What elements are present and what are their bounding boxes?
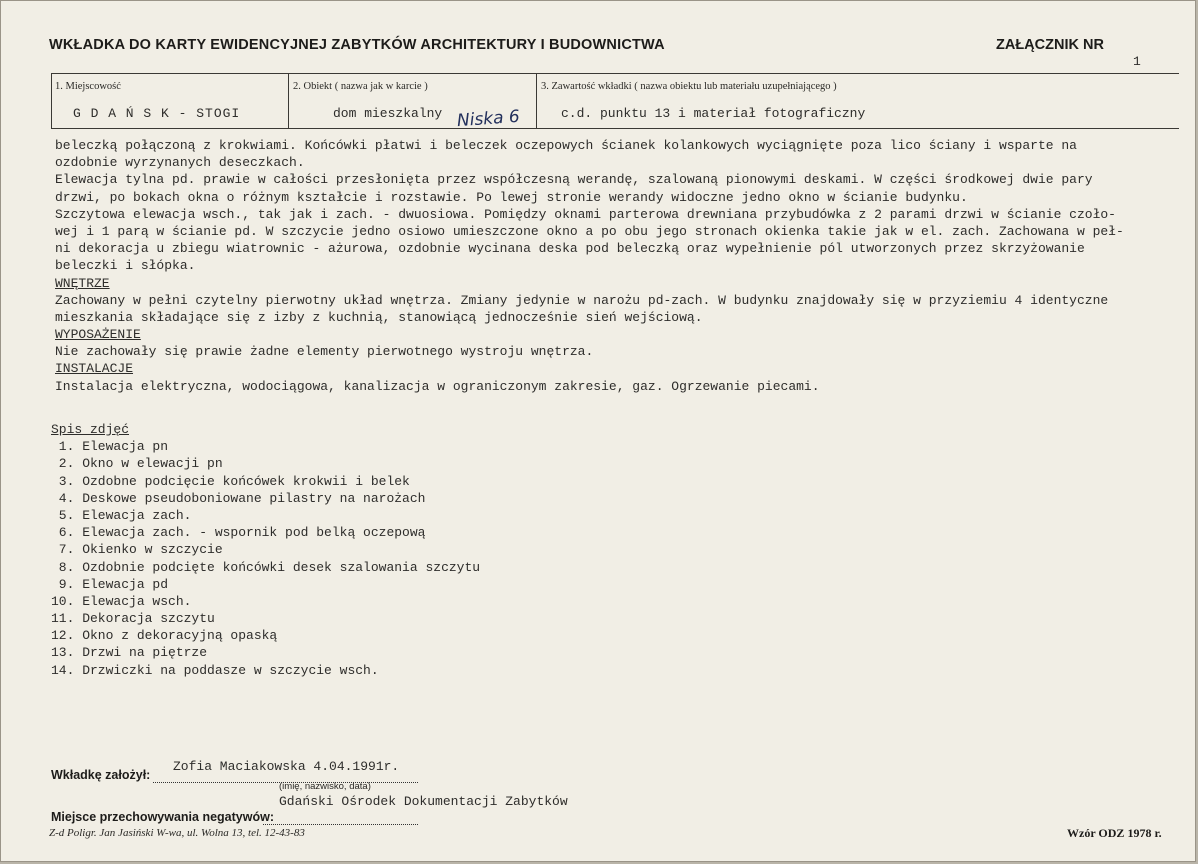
photo-list-item: 9. Elewacja pd xyxy=(51,576,169,592)
storage-value: Gdański Ośrodek Dokumentacji Zabytków xyxy=(279,794,568,809)
section-heading-furnishings: WYPOSAŻENIE xyxy=(55,327,141,343)
author-hint: (imię, nazwisko, data) xyxy=(279,781,371,792)
description-body xyxy=(55,137,1185,395)
field-box-top-rule xyxy=(51,73,1179,74)
photo-list-item: 8. Ozdobnie podcięte końcówki desek szalowania szczytu xyxy=(51,559,481,575)
field-divider-2 xyxy=(536,73,537,129)
storage-label: Miejsce przechowywania negatywów: xyxy=(51,810,274,824)
photo-list-item: 6. Elewacja zach. - wspornik pod belką oczepową xyxy=(51,525,426,541)
attachment-number: 1 xyxy=(1133,54,1141,69)
object-handwritten-note: Niska 6 xyxy=(456,106,521,132)
body-line: Nie zachowały się prawie żadne elementy pierwotnego wystroju wnętrza. xyxy=(55,344,594,360)
body-line: ni dekoracja u zbiegu wiatrownic - ażurowa, ozdobnie wycinana deska pod beleczką oraz wypełnienie pól utworzonych przez skrzyżowanie xyxy=(55,241,1085,257)
body-line: Elewacja tylna pd. prawie w całości przesłonięta przez współczesną werandę, szalowaną pionowymi deskami. W części środkowej dwie pary xyxy=(55,172,1093,188)
place-label: 1. Miejscowość xyxy=(55,81,121,92)
photo-list-item: 5. Elewacja zach. xyxy=(51,507,192,523)
content-value: c.d. punktu 13 i materiał fotograficzny xyxy=(561,106,866,121)
photo-list-item: 3. Ozdobne podcięcie końcówek krokwii i belek xyxy=(51,473,410,489)
author-value: Zofia Maciakowska 4.04.1991r. xyxy=(173,759,400,774)
body-line: Zachowany w pełni czytelny pierwotny układ wnętrza. Zmiany jedynie w narożu pd-zach. W budynku znajdowały się w przyziemiu 4 identyczne xyxy=(55,292,1109,308)
field-divider-1 xyxy=(288,73,289,129)
photo-list xyxy=(51,421,480,679)
photo-list-item: 13. Drzwi na piętrze xyxy=(51,645,208,661)
storage-dotted-line xyxy=(263,824,418,825)
photo-list-heading: Spis zdjęć xyxy=(51,422,130,437)
body-line: Szczytowa elewacja wsch., tak jak i zach. - dwuosiowa. Pomiędzy oknami parterowa drewniana przybudówka z 2 parami drzwi w ścianie czoło- xyxy=(55,206,1116,222)
photo-list-item: 1. Elewacja pn xyxy=(51,439,169,455)
photo-list-item: 10. Elewacja wsch. xyxy=(51,593,192,609)
section-heading-interior: WNĘTRZE xyxy=(55,275,110,291)
object-value: dom mieszkalny xyxy=(333,106,443,121)
photo-list-item: 12. Okno z dekoracyjną opaską xyxy=(51,628,278,644)
photo-list-item: 11. Dekoracja szczytu xyxy=(51,611,215,627)
body-line: ozdobnie wyrzynanych deseczkach. xyxy=(55,155,305,171)
field-box-left-rule xyxy=(51,73,52,129)
place-value: G D A Ń S K - STOGI xyxy=(73,106,241,121)
section-heading-installations: INSTALACJE xyxy=(55,361,134,377)
author-label: Wkładkę założył: xyxy=(51,768,151,782)
body-line: wej i 1 parą w ścianie pd. W szczycie jedno osiowo umieszczone okno a po obu jego stronach okienka takie jak w el. zach. Zachowana w peł- xyxy=(55,223,1124,239)
photo-list-item: 7. Okienko w szczycie xyxy=(51,542,223,558)
body-line: mieszkania składające się z izby z kuchnią, stanowiącą jednocześnie sień wejściową. xyxy=(55,309,703,325)
body-line: beleczki i słópka. xyxy=(55,258,196,274)
field-box-bottom-rule xyxy=(51,128,1179,129)
body-line: beleczką połączoną z krokwiami. Końcówki płatwi i beleczek oczepowych ścianek kolankowych wyciągnięte poza lico ściany i wsparte na xyxy=(55,138,1077,153)
printer-imprint: Z-d Poligr. Jan Jasiński W-wa, ul. Wolna 13, tel. 12-43-83 xyxy=(49,827,305,839)
photo-list-item: 4. Deskowe pseudoboniowane pilastry na narożach xyxy=(51,490,426,506)
object-label: 2. Obiekt ( nazwa jak w karcie ) xyxy=(293,81,428,92)
body-line: drzwi, po bokach okna o różnym kształcie i rozstawie. Po lewej stronie werandy widoczne jedno okno w ścianie budynku. xyxy=(55,189,968,205)
photo-list-item: 2. Okno w elewacji pn xyxy=(51,456,223,472)
document-title: WKŁADKA DO KARTY EWIDENCYJNEJ ZABYTKÓW ARCHITEKTURY I BUDOWNICTWA xyxy=(49,37,665,53)
attachment-label: ZAŁĄCZNIK NR xyxy=(996,37,1104,53)
photo-list-item: 14. Drzwiczki na poddasze w szczycie wsch. xyxy=(51,662,379,678)
body-line: Instalacja elektryczna, wodociągowa, kanalizacja w ograniczonym zakresie, gaz. Ogrzewanie piecami. xyxy=(55,378,820,394)
content-label: 3. Zawartość wkładki ( nazwa obiektu lub materiału uzupełniającego ) xyxy=(541,81,837,92)
form-code: Wzór ODZ 1978 r. xyxy=(1067,826,1162,840)
